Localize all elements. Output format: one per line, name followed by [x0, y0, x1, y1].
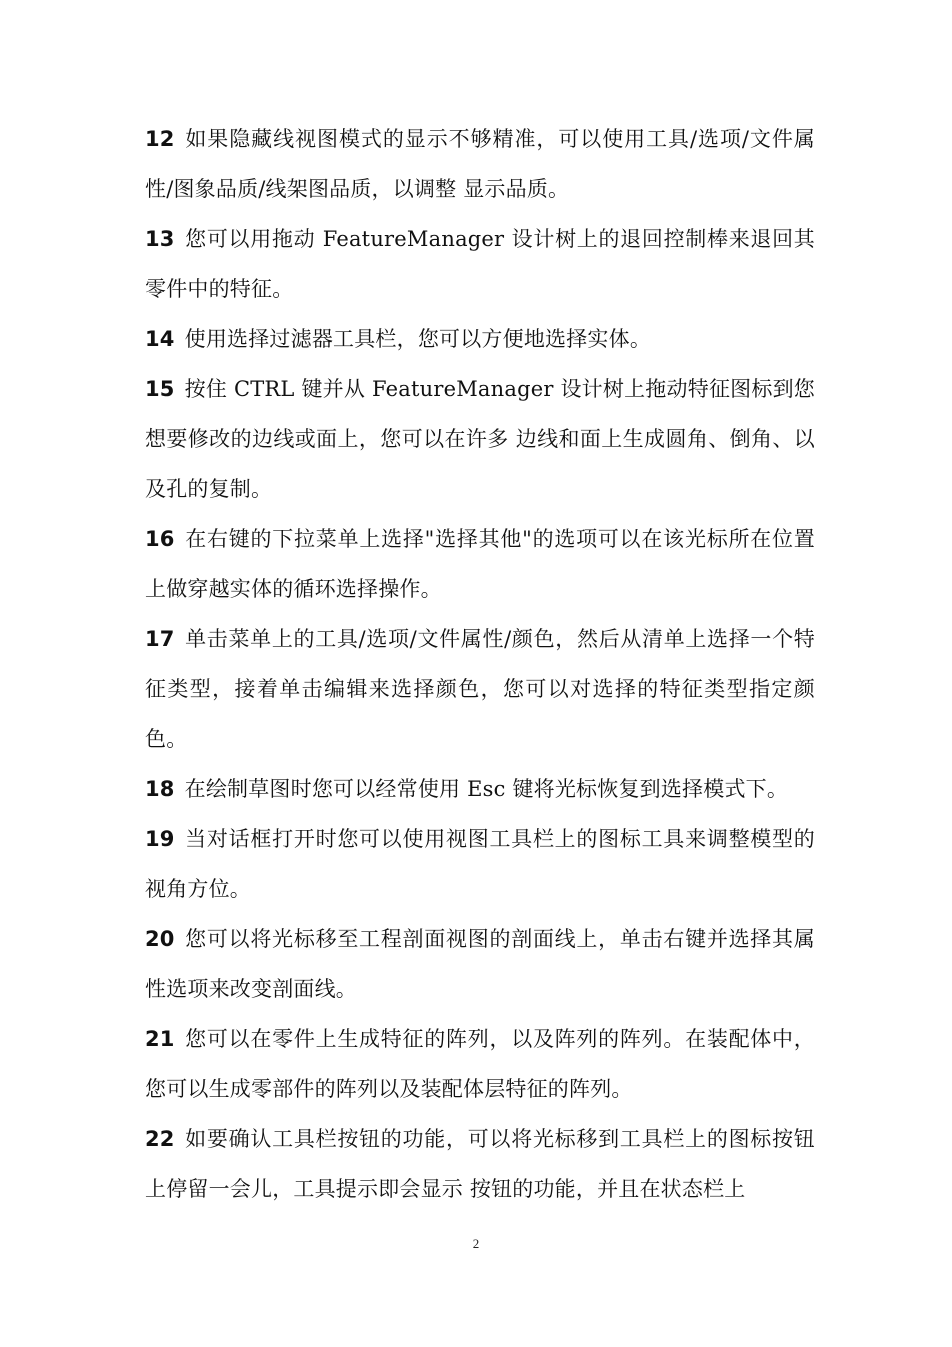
tip-item — [145, 514, 815, 614]
tip-item — [145, 314, 815, 364]
tip-text: 使用选择过滤器工具栏，您可以方便地选择实体。 — [184, 327, 652, 351]
tip-item — [145, 1114, 815, 1214]
tip-text: 您可以在零件上生成特征的阵列，以及阵列的阵列。在装配体中，您可以生成零部件的阵列以及装配体层特征的阵列。 — [145, 1027, 815, 1101]
tip-text: 在右键的下拉菜单上选择"选择其他"的选项可以在该光标所在位置上做穿越实体的循环选择操作。 — [145, 527, 815, 601]
tip-number: 14 — [145, 327, 175, 351]
tips-list — [145, 114, 815, 1214]
tip-number: 16 — [145, 527, 175, 551]
tip-text: 当对话框打开时您可以使用视图工具栏上的图标工具来调整模型的视角方位。 — [145, 827, 815, 901]
tip-text: 按住 CTRL 键并从 FeatureManager 设计树上拖动特征图标到您想要修改的边线或面上，您可以在许多 边线和面上生成圆角、倒角、以及孔的复制。 — [145, 377, 815, 501]
tip-number: 18 — [145, 777, 175, 801]
tip-item — [145, 914, 815, 1014]
tip-number: 15 — [145, 377, 175, 401]
tip-item — [145, 814, 815, 914]
tip-number: 20 — [145, 927, 175, 951]
page-number: 2 — [472, 1236, 480, 1251]
tip-number: 22 — [145, 1127, 175, 1151]
tip-item — [145, 214, 815, 314]
tip-text: 如要确认工具栏按钮的功能，可以将光标移到工具栏上的图标按钮上停留一会儿，工具提示即会显示 按钮的功能，并且在状态栏上 — [145, 1127, 815, 1201]
tip-item — [145, 1014, 815, 1114]
tip-text: 单击菜单上的工具/选项/文件属性/颜色，然后从清单上选择一个特征类型，接着单击编辑来选择颜色，您可以对选择的特征类型指定颜色。 — [145, 627, 815, 751]
tip-item — [145, 114, 815, 214]
tip-item — [145, 764, 815, 814]
tip-item — [145, 364, 815, 514]
tip-number: 19 — [145, 827, 175, 851]
tip-number: 13 — [145, 227, 175, 251]
tip-text: 您可以用拖动 FeatureManager 设计树上的退回控制棒来退回其零件中的特征。 — [145, 227, 815, 301]
tip-number: 21 — [145, 1027, 175, 1051]
tip-text: 在绘制草图时您可以经常使用 Esc 键将光标恢复到选择模式下。 — [184, 777, 789, 801]
tip-number: 17 — [145, 627, 175, 651]
tip-item — [145, 614, 815, 764]
tip-text: 您可以将光标移至工程剖面视图的剖面线上，单击右键并选择其属性选项来改变剖面线。 — [145, 927, 815, 1001]
tip-number: 12 — [145, 127, 175, 151]
tip-text: 如果隐藏线视图模式的显示不够精准，可以使用工具/选项/文件属性/图象品质/线架图品质，以调整 显示品质。 — [145, 127, 815, 201]
